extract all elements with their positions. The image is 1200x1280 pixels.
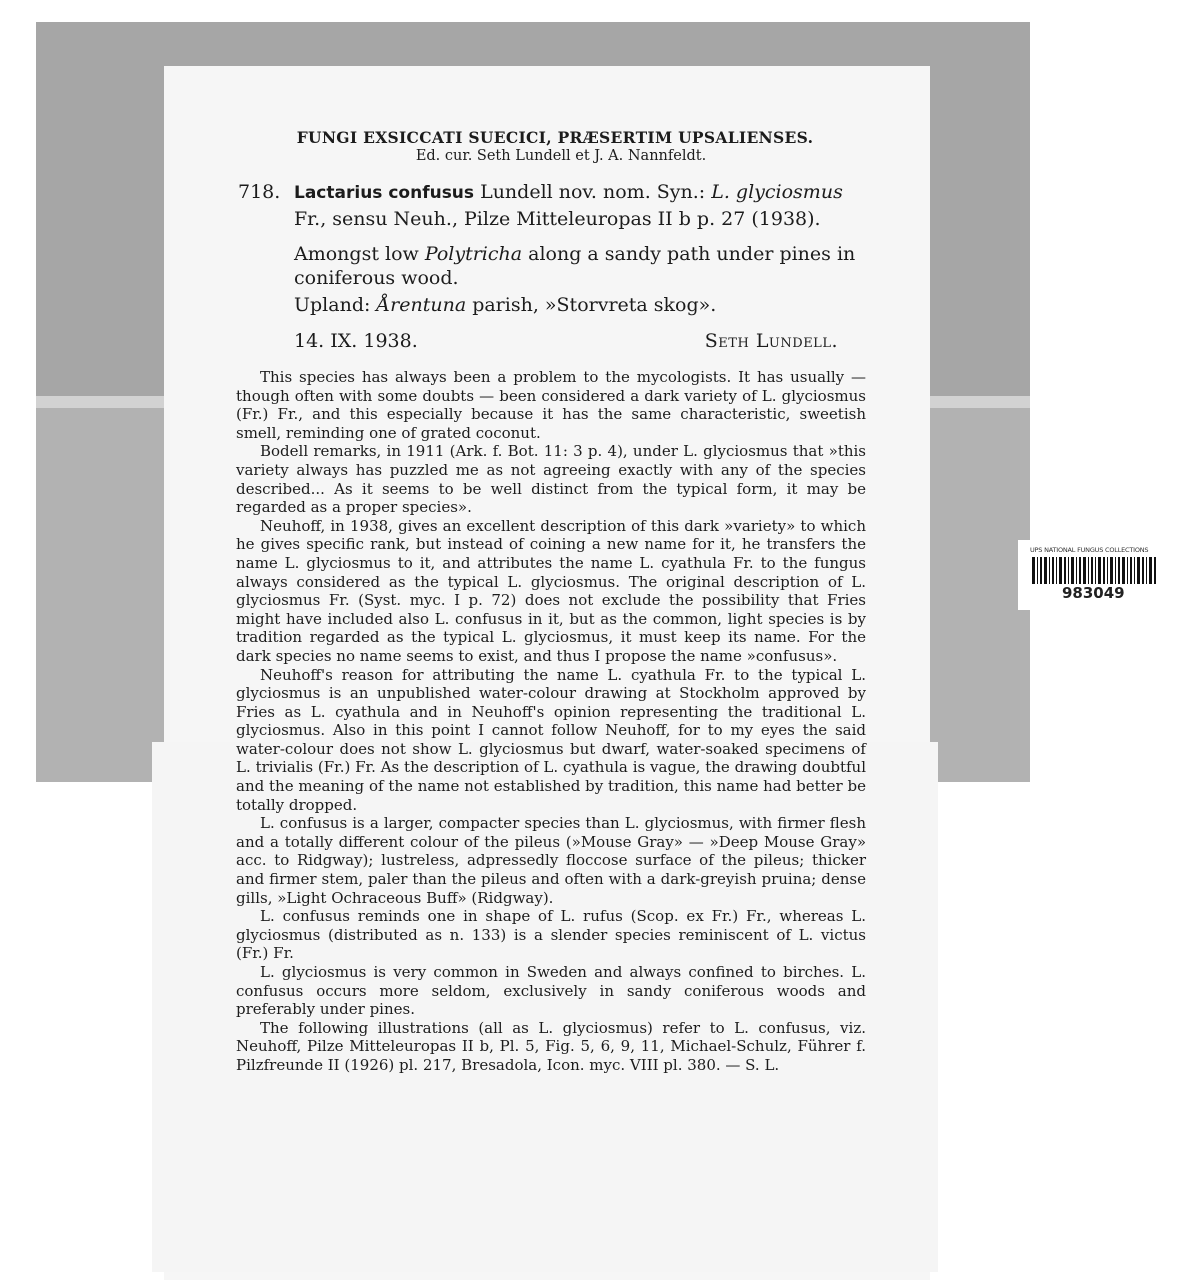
collection-date: 14. IX. 1938. [294,330,418,352]
entry-heading [236,179,866,232]
note-paragraph: L. confusus is a larger, compacter species than L. glyciosmus, with firmer flesh and a totally different colour of the pileus (»Mouse Gray» — »Deep Mouse Gray» acc. to Ridgway); lustreless, adpressedly floccose surface of the pileus; thicker and firmer stem, paler than the pileus and often with a dark-greyish pruina; dense gills, »Light Ochraceous Buff» (Ridgway). [236,814,866,907]
collection-row [236,330,866,352]
label-content [236,128,866,1075]
habitat-genus: Polytricha [424,243,523,265]
note-paragraph: This species has always been a problem to the mycologists. It has usually — though often with some doubts — been considered a dark variety of L. glyciosmus (Fr.) Fr., and this especially because it has the same characteristic, sweetish smell, reminding one of grated coconut. [236,368,866,442]
note-paragraph: Bodell remarks, in 1911 (Ark. f. Bot. 11: 3 p. 4), under L. glyciosmus that »this variety always has puzzled me as not agreeing exactly with any of the species described... As it seems to be well distinct from the typical form, it may be regarded as a proper species». [236,442,866,517]
note-paragraph: The following illustrations (all as L. glyciosmus) refer to L. confusus, viz. Neuhoff, Pilze Mitteleuropas II b, Pl. 5, Fig. 5, 6, 9, 11, Michael-Schulz, Führer f. Pilzfreunde II (1926) pl. 217, Bresadola, Icon. myc. VIII pl. 380. — S. L. [236,1018,866,1074]
note-paragraph: L. confusus reminds one in shape of L. rufus (Scop. ex Fr.) Fr., whereas L. glyciosmus (distributed as n. 133) is a slender species reminiscent of L. victus (Fr.) Fr. [236,907,866,963]
series-editors: Ed. cur. Seth Lundell et J. A. Nannfeldt. [415,148,707,164]
species-name: Lactarius confusus [294,183,475,203]
habitat-text-a: Amongst low [294,243,425,265]
habitat [236,242,866,290]
barcode-institution: UPS NATIONAL FUNGUS COLLECTIONS [1030,546,1149,554]
locality [236,292,866,318]
taxonomic-notes [236,368,866,1075]
species-authority: Lundell nov. nom. Syn.: [474,181,712,203]
note-paragraph: Neuhoff, in 1938, gives an excellent description of this dark »variety» to which he gives specific rank, but instead of coining a new name for it, he transfers the name L. glyciosmus to it, and attributes the name L. cyathula Fr. to the fungus always considered as the typical L. glyciosmus. The original description of L. glyciosmus Fr. (Syst. myc. I p. 72) does not exclude the possibility that Fries might have included also L. confusus in it, but as the common, light species is by tradition regarded as the typical L. glyciosmus, it must keep its name. For the dark species no name seems to exist, and thus I propose the name »confusus». [236,516,866,665]
locality-province: Upland: [294,294,377,316]
synonym-reference: Fr., sensu Neuh., Pilze Mitteleuropas II b p. 27 (1938). [294,208,821,230]
barcode-icon [1032,557,1156,584]
series-title: FUNGI EXSICCATI SUECICI, PRÆSERTIM UPSALIENSES. [296,128,814,147]
habitat-text-b: along a sandy path under pines in coniferous wood. [294,243,856,289]
note-paragraph: L. glyciosmus is very common in Sweden and always confined to birches. L. confusus occurs more seldom, exclusively in sandy coniferous woods and preferably under pines. [236,963,866,1019]
barcode-number: 983049 [1062,584,1125,602]
locality-site: parish, »Storvreta skog». [466,294,717,316]
entry-number: 718. [238,181,281,203]
barcode-label [1018,540,1168,610]
collector: Seth Lundell. [704,330,838,352]
locality-parish: Årentuna [376,294,467,316]
synonym-name: L. glyciosmus [711,181,843,203]
note-paragraph: Neuhoff's reason for attributing the name L. cyathula Fr. to the typical L. glyciosmus is an unpublished water-colour drawing at Stockholm approved by Fries as L. cyathula and in Neuhoff's opinion representing the traditional L. glyciosmus. Also in this point I cannot follow Neuhoff, for to my eyes the said water-colour does not show L. glyciosmus but dwarf, water-soaked specimens of L. trivialis (Fr.) Fr. As the description of L. cyathula is vague, the drawing doubtful and the meaning of the name not established by tradition, this name had better be totally dropped. [236,665,866,814]
